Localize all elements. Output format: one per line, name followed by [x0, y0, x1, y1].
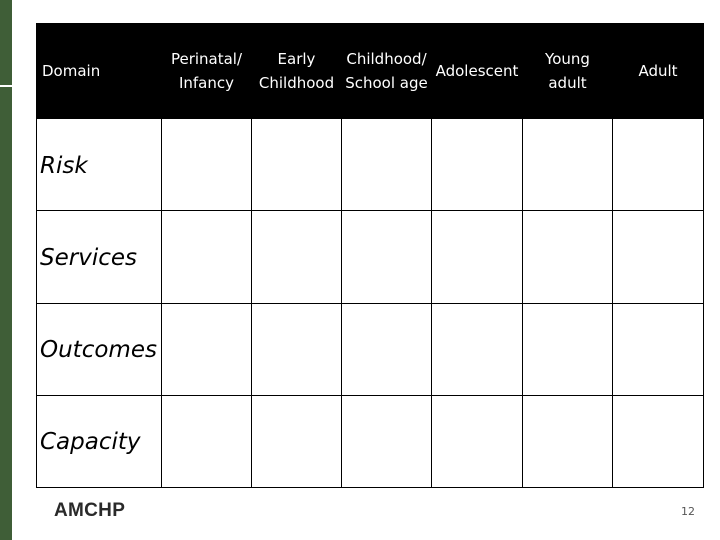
row-label-risk	[37, 119, 162, 211]
table-cell	[342, 395, 432, 487]
table-cell	[432, 395, 523, 487]
table-cell	[523, 303, 613, 395]
table-cell	[523, 395, 613, 487]
table-cell	[432, 211, 523, 303]
stage-header-adult	[613, 24, 704, 119]
page-number: 12	[681, 505, 695, 518]
stage-header-school-age	[342, 24, 432, 119]
table-cell	[342, 211, 432, 303]
stage-header-line2: Infancy	[178, 74, 235, 92]
table-row-risk	[37, 119, 704, 211]
table-cell	[162, 119, 252, 211]
table-cell	[342, 119, 432, 211]
table-header-row	[37, 24, 704, 119]
table-row-outcomes	[37, 303, 704, 395]
stage-header-line1: Early	[277, 50, 316, 68]
table-cell	[162, 303, 252, 395]
stage-header-line2: adult	[548, 74, 587, 92]
table-cell	[162, 395, 252, 487]
row-label-text: Services	[40, 244, 137, 271]
table-cell	[432, 119, 523, 211]
row-label-outcomes	[37, 303, 162, 395]
side-accent-tick	[0, 85, 12, 87]
table-row-capacity	[37, 395, 704, 487]
table-cell	[432, 303, 523, 395]
stage-header-line1: Adult	[638, 62, 678, 80]
row-label-text: Outcomes	[40, 337, 157, 364]
table-cell	[613, 211, 704, 303]
stage-header-adolescent	[432, 24, 523, 119]
table-row-services	[37, 211, 704, 303]
domain-header-label: Domain	[42, 62, 101, 80]
table-cell	[252, 211, 342, 303]
row-label-services	[37, 211, 162, 303]
table-cell	[523, 211, 613, 303]
lifecourse-table	[36, 23, 704, 488]
row-label-text: Risk	[40, 152, 88, 179]
amchp-logo: AMCHP	[54, 500, 126, 521]
row-label-capacity	[37, 395, 162, 487]
table-cell	[613, 119, 704, 211]
stage-header-line1: Young	[545, 50, 590, 68]
stage-header-perinatal	[162, 24, 252, 119]
domain-header	[37, 24, 162, 119]
stage-header-young-adult	[523, 24, 613, 119]
stage-header-line1: Adolescent	[435, 62, 519, 80]
table-cell	[342, 303, 432, 395]
row-label-text: Capacity	[40, 429, 141, 456]
table-cell	[613, 395, 704, 487]
table-cell	[162, 211, 252, 303]
stage-header-line2: Childhood	[258, 74, 335, 92]
stage-header-line1: Perinatal/	[170, 50, 243, 68]
stage-header-early-childhood	[252, 24, 342, 119]
table-cell	[523, 119, 613, 211]
side-accent-bar	[0, 0, 12, 540]
table-cell	[252, 119, 342, 211]
table-cell	[252, 303, 342, 395]
stage-header-line2: School age	[345, 74, 428, 92]
table-cell	[252, 395, 342, 487]
table-cell	[613, 303, 704, 395]
stage-header-line1: Childhood/	[346, 50, 427, 68]
